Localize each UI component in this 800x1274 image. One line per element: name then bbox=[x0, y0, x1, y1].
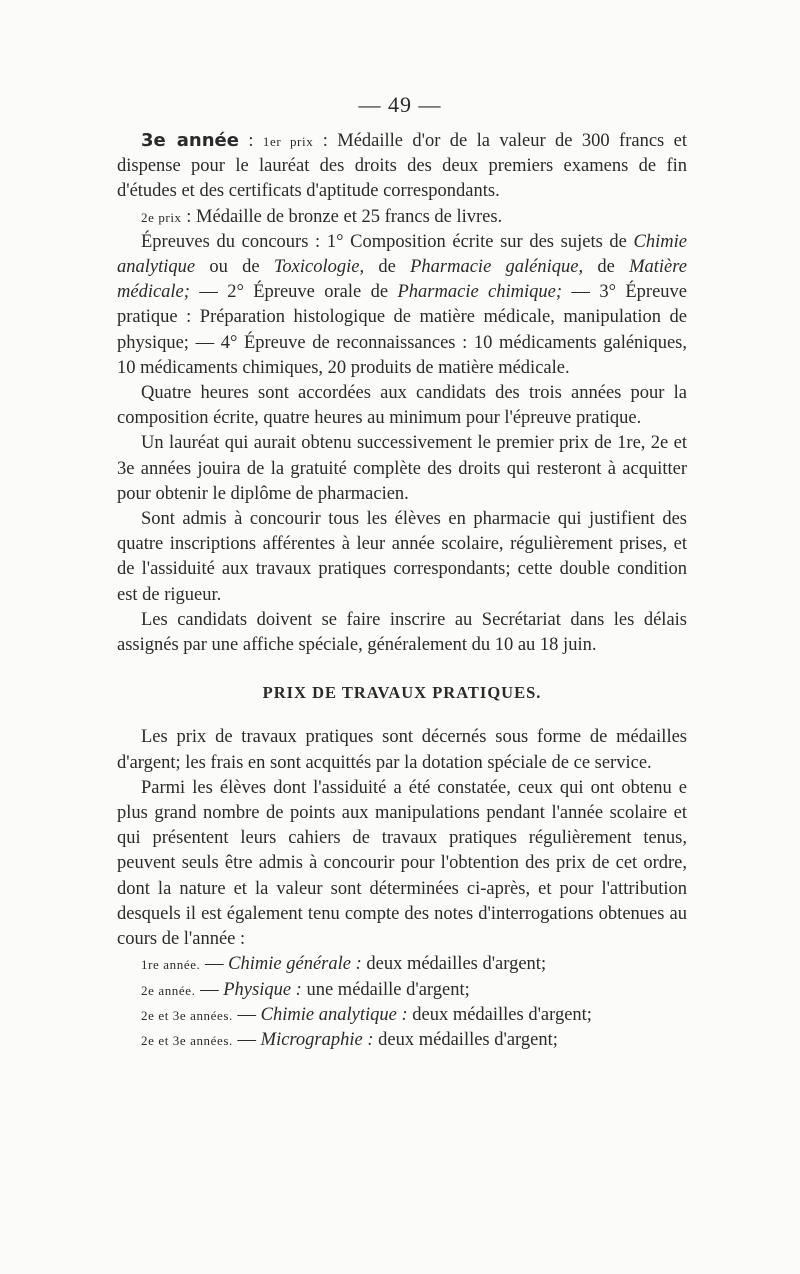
prize-label: 1er prix bbox=[262, 134, 314, 149]
list-item: 1re année. — Chimie générale : deux médailles d'argent; bbox=[141, 954, 547, 975]
paragraph-third-year-prize: 3e année : 1er prix : Médaille d'or de la valeur de 300 francs et dispense pour le lauréat des droits des deux premiers examens de fin d'études et des certificats d'aptitude correspondants. bbox=[117, 130, 687, 202]
paragraph-practical-prizes: Les prix de travaux pratiques sont décernés sous forme de médailles d'argent; les frais en sont acquittés par la dotation spéciale de ce service. bbox=[117, 727, 687, 773]
paragraph-second-prize: 2e prix : Médaille de bronze et 25 francs de livres. bbox=[141, 206, 503, 227]
paragraph-registration: Les candidats doivent se faire inscrire au Secrétariat dans les délais assignés par une affiche spéciale, généralement du 10 au 18 juin. bbox=[117, 609, 687, 656]
year-label: 3e année bbox=[141, 130, 239, 151]
section-heading: PRIX DE TRAVAUX PRATIQUES. bbox=[262, 683, 542, 703]
list-item: 2e et 3e années. — Micrographie : deux médailles d'argent; bbox=[141, 1029, 558, 1050]
page-number: — 49 — bbox=[358, 92, 442, 117]
paragraph-laureate: Un lauréat qui aurait obtenu successivement le premier prix de 1re, 2e et 3e années jouira de la gratuité complète des droits qui resteront à acquitter pour obtenir le diplôme de pharmacien. bbox=[117, 433, 687, 504]
prize-label: 2e prix bbox=[141, 209, 182, 225]
paragraph-exam-trials: Épreuves du concours : 1° Composition écrite sur des sujets de Chimie analytique ou de Toxicologie, de Pharmacie galénique, de Matière médicale; — 2° Épreuve orale de Pharmacie chimique; — 3° Épreuve pratique : Préparation histologique de matière médicale, manipulation de physique; — 4° Épreuve de reconnaissances : 10 médicaments galéniques, 10 médicaments chimiques, 20 produits de matière médicale. bbox=[117, 231, 687, 378]
list-item: 2e année. — Physique : une médaille d'argent; bbox=[141, 979, 470, 1000]
paragraph-duration: Quatre heures sont accordées aux candidats des trois années pour la composition écrite, quatre heures au minimum pour l'épreuve pratique. bbox=[117, 383, 687, 429]
page-content bbox=[117, 128, 687, 1053]
prize-list bbox=[117, 952, 687, 1053]
list-item: 2e et 3e années. — Chimie analytique : deux médailles d'argent; bbox=[141, 1004, 592, 1025]
paragraph-admission: Sont admis à concourir tous les élèves en pharmacie qui justifient des quatre inscriptions afférentes à leur année scolaire, régulièrement prises, et de l'assiduité aux travaux pratiques correspondants; cette double condition est de rigueur. bbox=[117, 509, 687, 605]
paragraph-eligibility: Parmi les élèves dont l'assiduité a été constatée, ceux qui ont obtenu e plus grand nombre de points aux manipulations pendant l'année scolaire et qui présentent leurs cahiers de travaux pratiques régulièrement tenus, peuvent seuls être admis à concourir pour l'obtention des prix de cet ordre, dont la nature et la valeur sont déterminées ci-après, et pour l'attribution desquels il est également tenu compte des notes d'interrogations obtenues au cours de l'année : bbox=[117, 777, 687, 950]
